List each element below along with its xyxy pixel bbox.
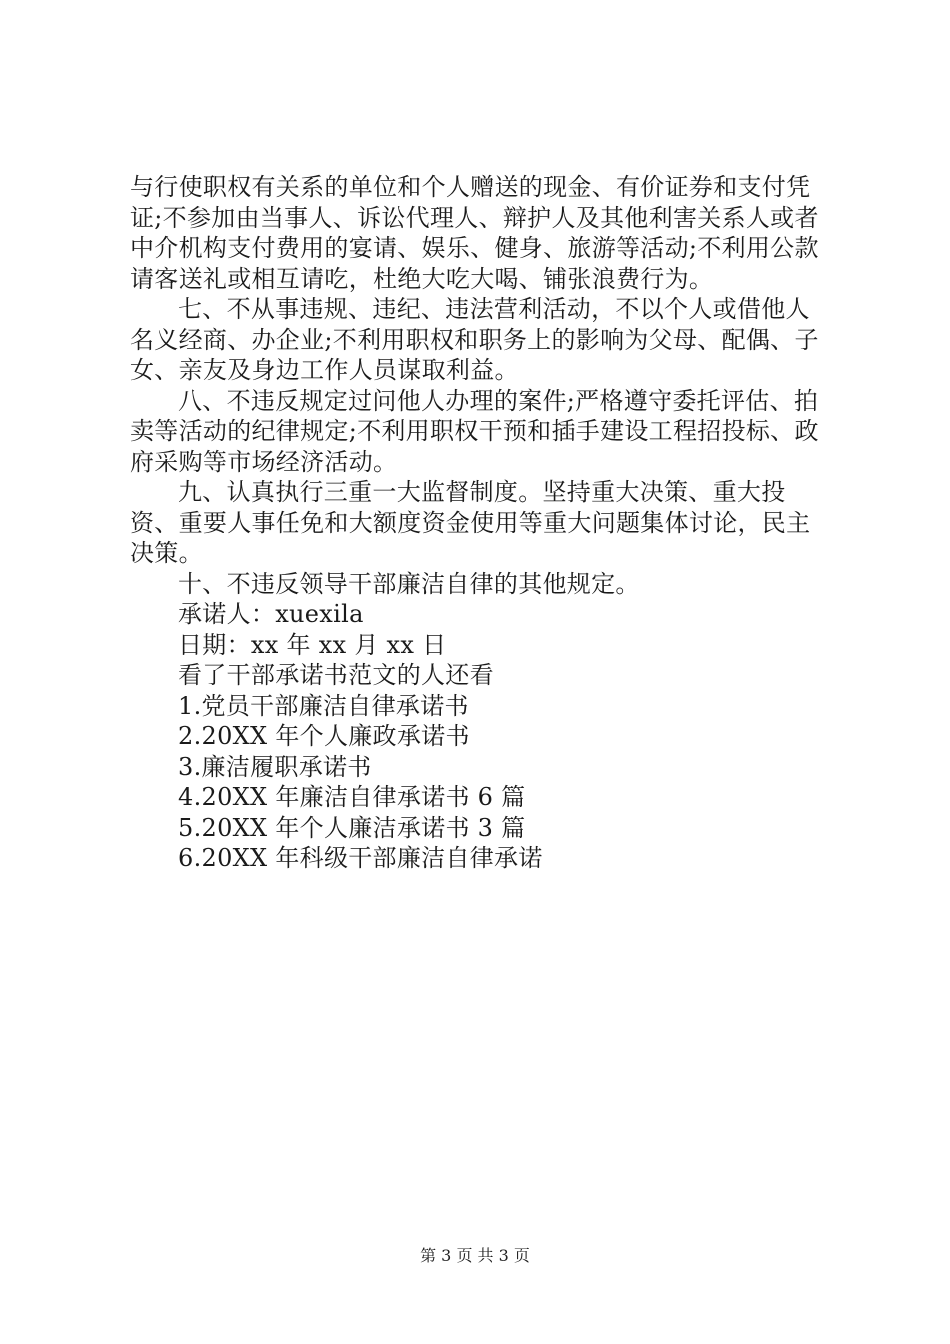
paragraph-item-8: 八、不违反规定过问他人办理的案件;严格遵守委托评估、拍卖等活动的纪律规定;不利用职权干预和插手建设工程招投标、政府采购等市场经济活动。 bbox=[130, 386, 819, 476]
related-heading: 看了干部承诺书范文的人还看 bbox=[178, 661, 494, 689]
related-link-6[interactable]: 6.20XX 年科级干部廉洁自律承诺 bbox=[178, 844, 543, 872]
document-body bbox=[130, 172, 830, 874]
paragraph-item-10: 十、不违反领导干部廉洁自律的其他规定。 bbox=[178, 569, 640, 598]
related-link-4[interactable]: 4.20XX 年廉洁自律承诺书 6 篇 bbox=[178, 783, 526, 811]
paragraph-item-7: 七、不从事违规、违纪、违法营利活动，不以个人或借他人名义经商、办企业;不利用职权和职务上的影响为父母、配偶、子女、亲友及身边工作人员谋取利益。 bbox=[130, 295, 819, 384]
related-link-2[interactable]: 2.20XX 年个人廉政承诺书 bbox=[178, 722, 470, 750]
related-link-3[interactable]: 3.廉洁履职承诺书 bbox=[178, 752, 372, 781]
related-link-5[interactable]: 5.20XX 年个人廉洁承诺书 3 篇 bbox=[178, 813, 526, 842]
page-number-footer: 第 3 页 共 3 页 bbox=[420, 1246, 530, 1265]
date-line: 日期：xx 年 xx 月 xx 日 bbox=[178, 630, 447, 659]
related-link-1[interactable]: 1.党员干部廉洁自律承诺书 bbox=[178, 691, 469, 720]
paragraph-continuation: 与行使职权有关系的单位和个人赠送的现金、有价证券和支付凭证;不参加由当事人、诉讼代理人、辩护人及其他利害关系人或者中介机构支付费用的宴请、娱乐、健身、旅游等活动;不利用公款请客送礼或相互请吃，杜绝大吃大喝、铺张浪费行为。 bbox=[130, 173, 819, 293]
paragraph-item-9: 九、认真执行三重一大监督制度。坚持重大决策、重大投资、重要人事任免和大额度资金使用等重大问题集体讨论，民主决策。 bbox=[130, 478, 811, 567]
signer-line: 承诺人：xuexila bbox=[178, 600, 364, 628]
